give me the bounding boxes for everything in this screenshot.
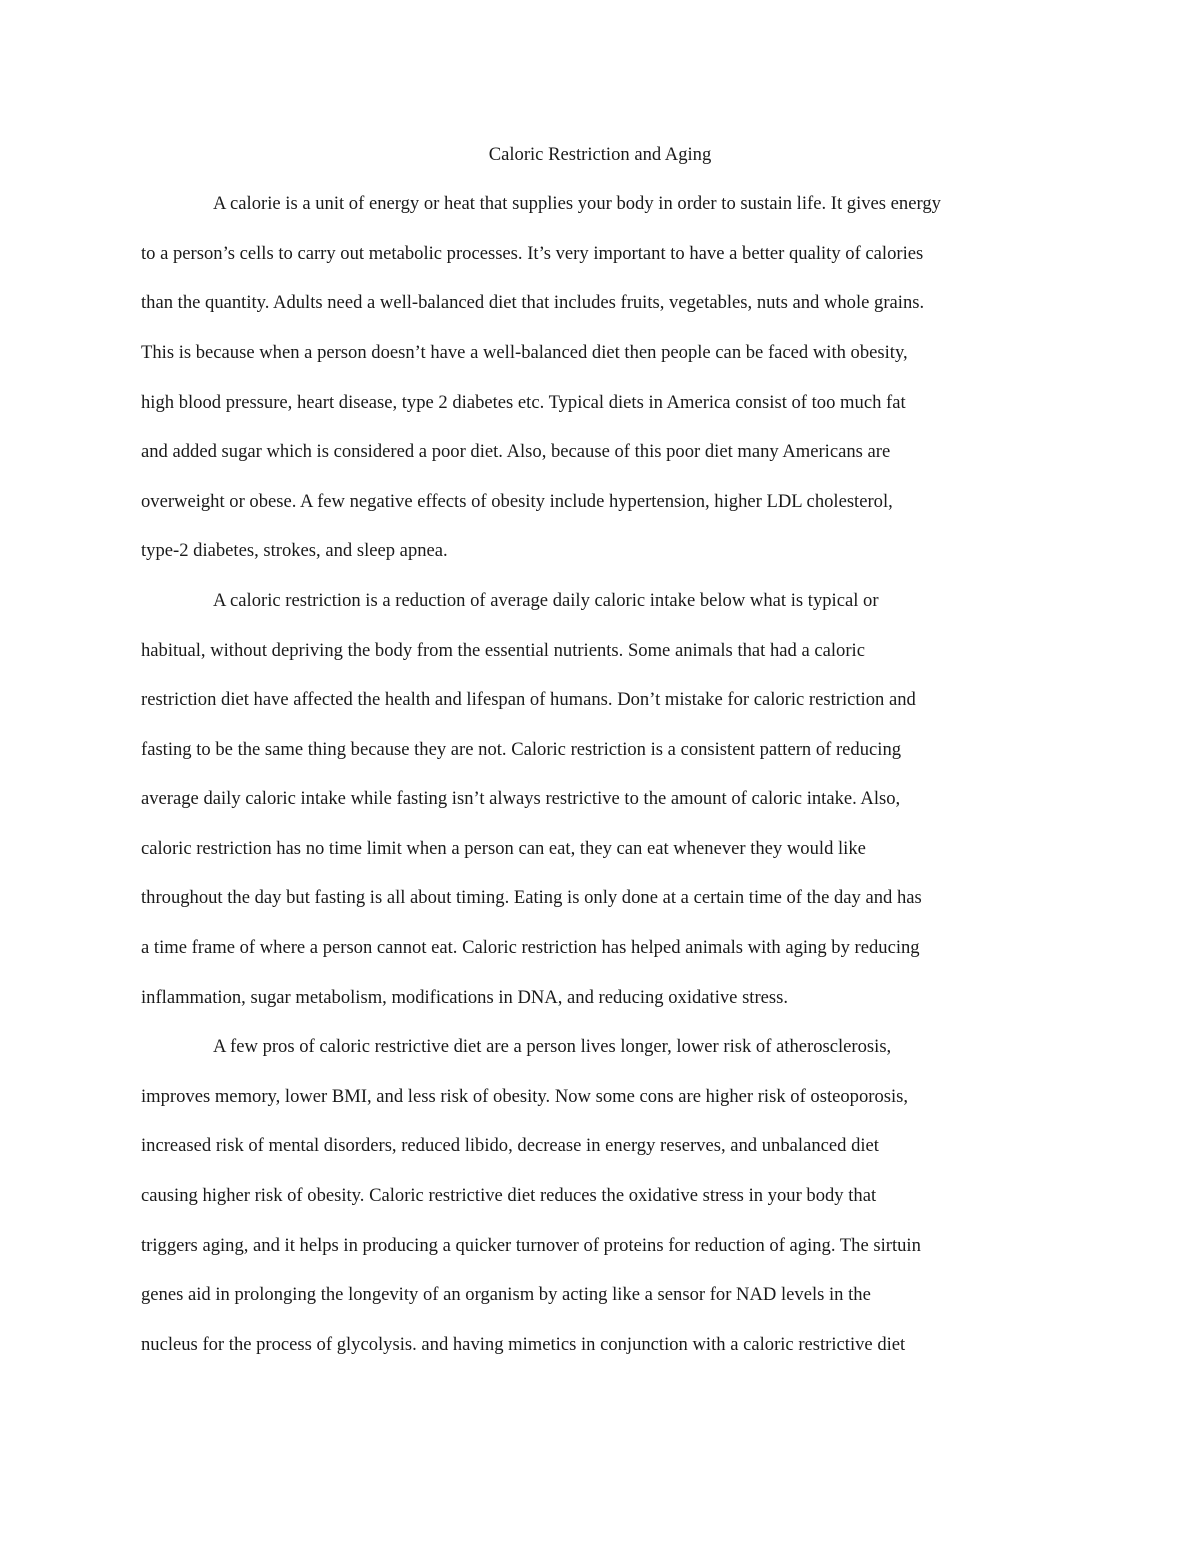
paragraph-2-line-2: habitual, without depriving the body from the essential nutrients. Some animals that had a caloric (141, 640, 865, 661)
paragraph-2-line-7: throughout the day but fasting is all about timing. Eating is only done at a certain time of the day and has (141, 887, 922, 908)
paragraph-1-line-6: and added sugar which is considered a poor diet. Also, because of this poor diet many Americans are (141, 441, 891, 462)
document-title: Caloric Restriction and Aging (488, 144, 712, 165)
paragraph-2-line-6: caloric restriction has no time limit when a person can eat, they can eat whenever they would like (141, 838, 866, 859)
paragraph-2-line-8: a time frame of where a person cannot eat. Caloric restriction has helped animals with aging by reducing (141, 937, 920, 958)
paragraph-3-line-6: genes aid in prolonging the longevity of an organism by acting like a sensor for NAD levels in the (141, 1284, 871, 1305)
paragraph-3-line-3: increased risk of mental disorders, reduced libido, decrease in energy reserves, and unbalanced diet (141, 1135, 879, 1156)
paragraph-3-line-1: A few pros of caloric restrictive diet are a person lives longer, lower risk of atherosclerosis, (213, 1036, 892, 1057)
paragraph-3-line-5: triggers aging, and it helps in producing a quicker turnover of proteins for reduction of aging. The sirtuin (141, 1235, 921, 1256)
paragraph-1-line-1: A calorie is a unit of energy or heat that supplies your body in order to sustain life. It gives energy (213, 193, 941, 214)
paragraph-2-line-3: restriction diet have affected the health and lifespan of humans. Don’t mistake for caloric restriction and (141, 689, 916, 710)
paragraph-2-line-4: fasting to be the same thing because they are not. Caloric restriction is a consistent pattern of reducing (141, 739, 902, 760)
paragraph-1-line-8: type-2 diabetes, strokes, and sleep apnea. (141, 540, 448, 561)
paragraph-1-line-5: high blood pressure, heart disease, type 2 diabetes etc. Typical diets in America consist of too much fat (141, 392, 906, 413)
paragraph-1-line-3: than the quantity. Adults need a well-balanced diet that includes fruits, vegetables, nuts and whole grains. (141, 292, 925, 313)
paragraph-1-line-2: to a person’s cells to carry out metabolic processes. It’s very important to have a better quality of calories (141, 243, 924, 264)
paragraph-1-line-7: overweight or obese. A few negative effects of obesity include hypertension, higher LDL cholesterol, (141, 491, 893, 512)
paragraph-3-line-2: improves memory, lower BMI, and less risk of obesity. Now some cons are higher risk of osteoporosis, (141, 1086, 909, 1107)
paragraph-2-line-1: A caloric restriction is a reduction of average daily caloric intake below what is typical or (213, 590, 879, 611)
paragraph-3-line-7: nucleus for the process of glycolysis. and having mimetics in conjunction with a caloric restrictive diet (141, 1334, 906, 1355)
paragraph-2-line-5: average daily caloric intake while fasting isn’t always restrictive to the amount of caloric intake. Also, (141, 788, 901, 809)
paragraph-2-line-9: inflammation, sugar metabolism, modifications in DNA, and reducing oxidative stress. (141, 987, 789, 1008)
paragraph-3-line-4: causing higher risk of obesity. Caloric restrictive diet reduces the oxidative stress in your body that (141, 1185, 877, 1206)
paragraph-1-line-4: This is because when a person doesn’t have a well-balanced diet then people can be faced with obesity, (141, 342, 908, 363)
